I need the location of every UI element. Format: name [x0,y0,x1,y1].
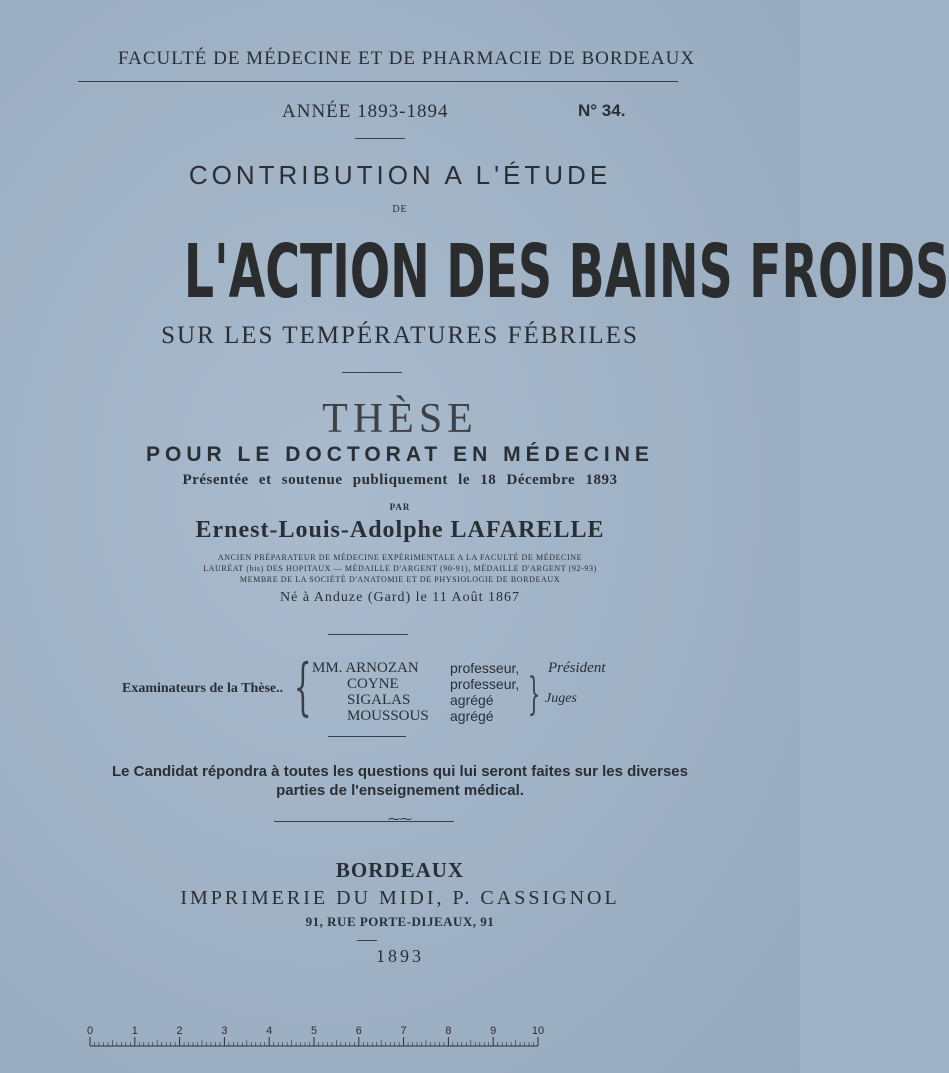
academic-year: ANNÉE 1893-1894 [282,101,449,122]
examiner-roles [450,660,519,724]
juges-label: Juges [545,691,577,706]
examiner-1: MM. ARNOZAN [312,660,419,676]
scale-label: 0 [86,1025,94,1037]
measurement-scale [86,1024,545,1054]
header-rule [78,81,678,82]
examiners-label: Examinateurs de la Thèse.. [122,681,284,696]
role-4: agrégé [450,708,494,724]
these-heading: THÈSE [322,396,478,442]
scale-label: 8 [445,1025,452,1037]
imprint-printer: IMPRIMERIE DU MIDI, P. CASSIGNOL [180,887,620,909]
birth-info: Né à Anduze (Gard) le 11 Août 1867 [280,590,520,605]
candidat-note-1: Le Candidat répondra à toutes les questions qui lui seront faites sur les diverses [112,763,688,780]
scale-label: 2 [176,1025,183,1037]
defense-date: Présentée et soutenue publiquement le 18 Décembre 1893 [182,472,618,488]
imprint-address: 91, RUE PORTE-DIJEAUX, 91 [305,914,495,929]
title-line-2: DE [392,204,408,215]
title-rule [342,372,402,373]
examiner-4: MOUSSOUS [347,708,429,724]
scale-label: 10 [531,1025,545,1037]
main-title [183,229,949,315]
examiner-2: COYNE [347,676,399,692]
short-rule [355,138,405,139]
imprint-city: BORDEAUX [335,858,465,882]
scale-label: 9 [490,1025,497,1037]
faculty-header: FACULTÉ DE MÉDECINE ET DE PHARMACIE DE BORDEAUX [118,48,696,69]
role-2: professeur, [450,676,520,692]
role-3: agrégé [450,692,494,708]
role-1: professeur, [450,660,520,676]
scale-label: 3 [221,1025,228,1037]
author-title-3: MEMBRE DE LA SOCIÉTÉ D'ANATOMIE ET DE PHYSIOLOGIE DE BORDEAUX [239,575,561,584]
title-line-1: CONTRIBUTION A L'ÉTUDE [188,160,612,190]
right-brace: } [527,669,541,720]
scale-label: 4 [266,1025,273,1037]
these-subheading: POUR LE DOCTORAT EN MÉDECINE [146,443,654,466]
author-name: Ernest-Louis-Adolphe LAFARELLE [195,517,605,543]
ornament-icon: ⁓⁓ [388,812,412,826]
left-brace: { [293,650,312,723]
examiners-rule [328,736,406,737]
author-title-2: LAURÉAT (bis) DES HOPITAUX — MÉDAILLE D'ARGENT (90-91), MÉDAILLE D'ARGENT (92-93) [203,564,597,573]
president-label: Président [548,660,606,676]
year-rule [357,940,377,941]
main-title-text: L'ACTION DES BAINS FROIDS [183,229,949,315]
scale-label: 6 [355,1025,362,1037]
scale-label: 5 [310,1025,318,1037]
par-label: PAR [389,502,411,512]
scale-label: 7 [400,1025,407,1037]
title-line-4: SUR LES TEMPÉRATURES FÉBRILES [161,322,639,349]
scale-label: 1 [131,1025,138,1037]
thesis-number: N° 34. [578,101,626,120]
imprint-year: 1893 [376,946,424,966]
birth-rule [328,634,408,635]
examiner-3: SIGALAS [347,692,411,708]
author-title-1: ANCIEN PRÉPARATEUR DE MÉDECINE EXPÉRIMENTALE A LA FACULTÉ DE MÉDECINE [217,553,583,562]
candidat-note-2: parties de l'enseignement médical. [276,782,524,799]
examiner-names [312,660,429,724]
